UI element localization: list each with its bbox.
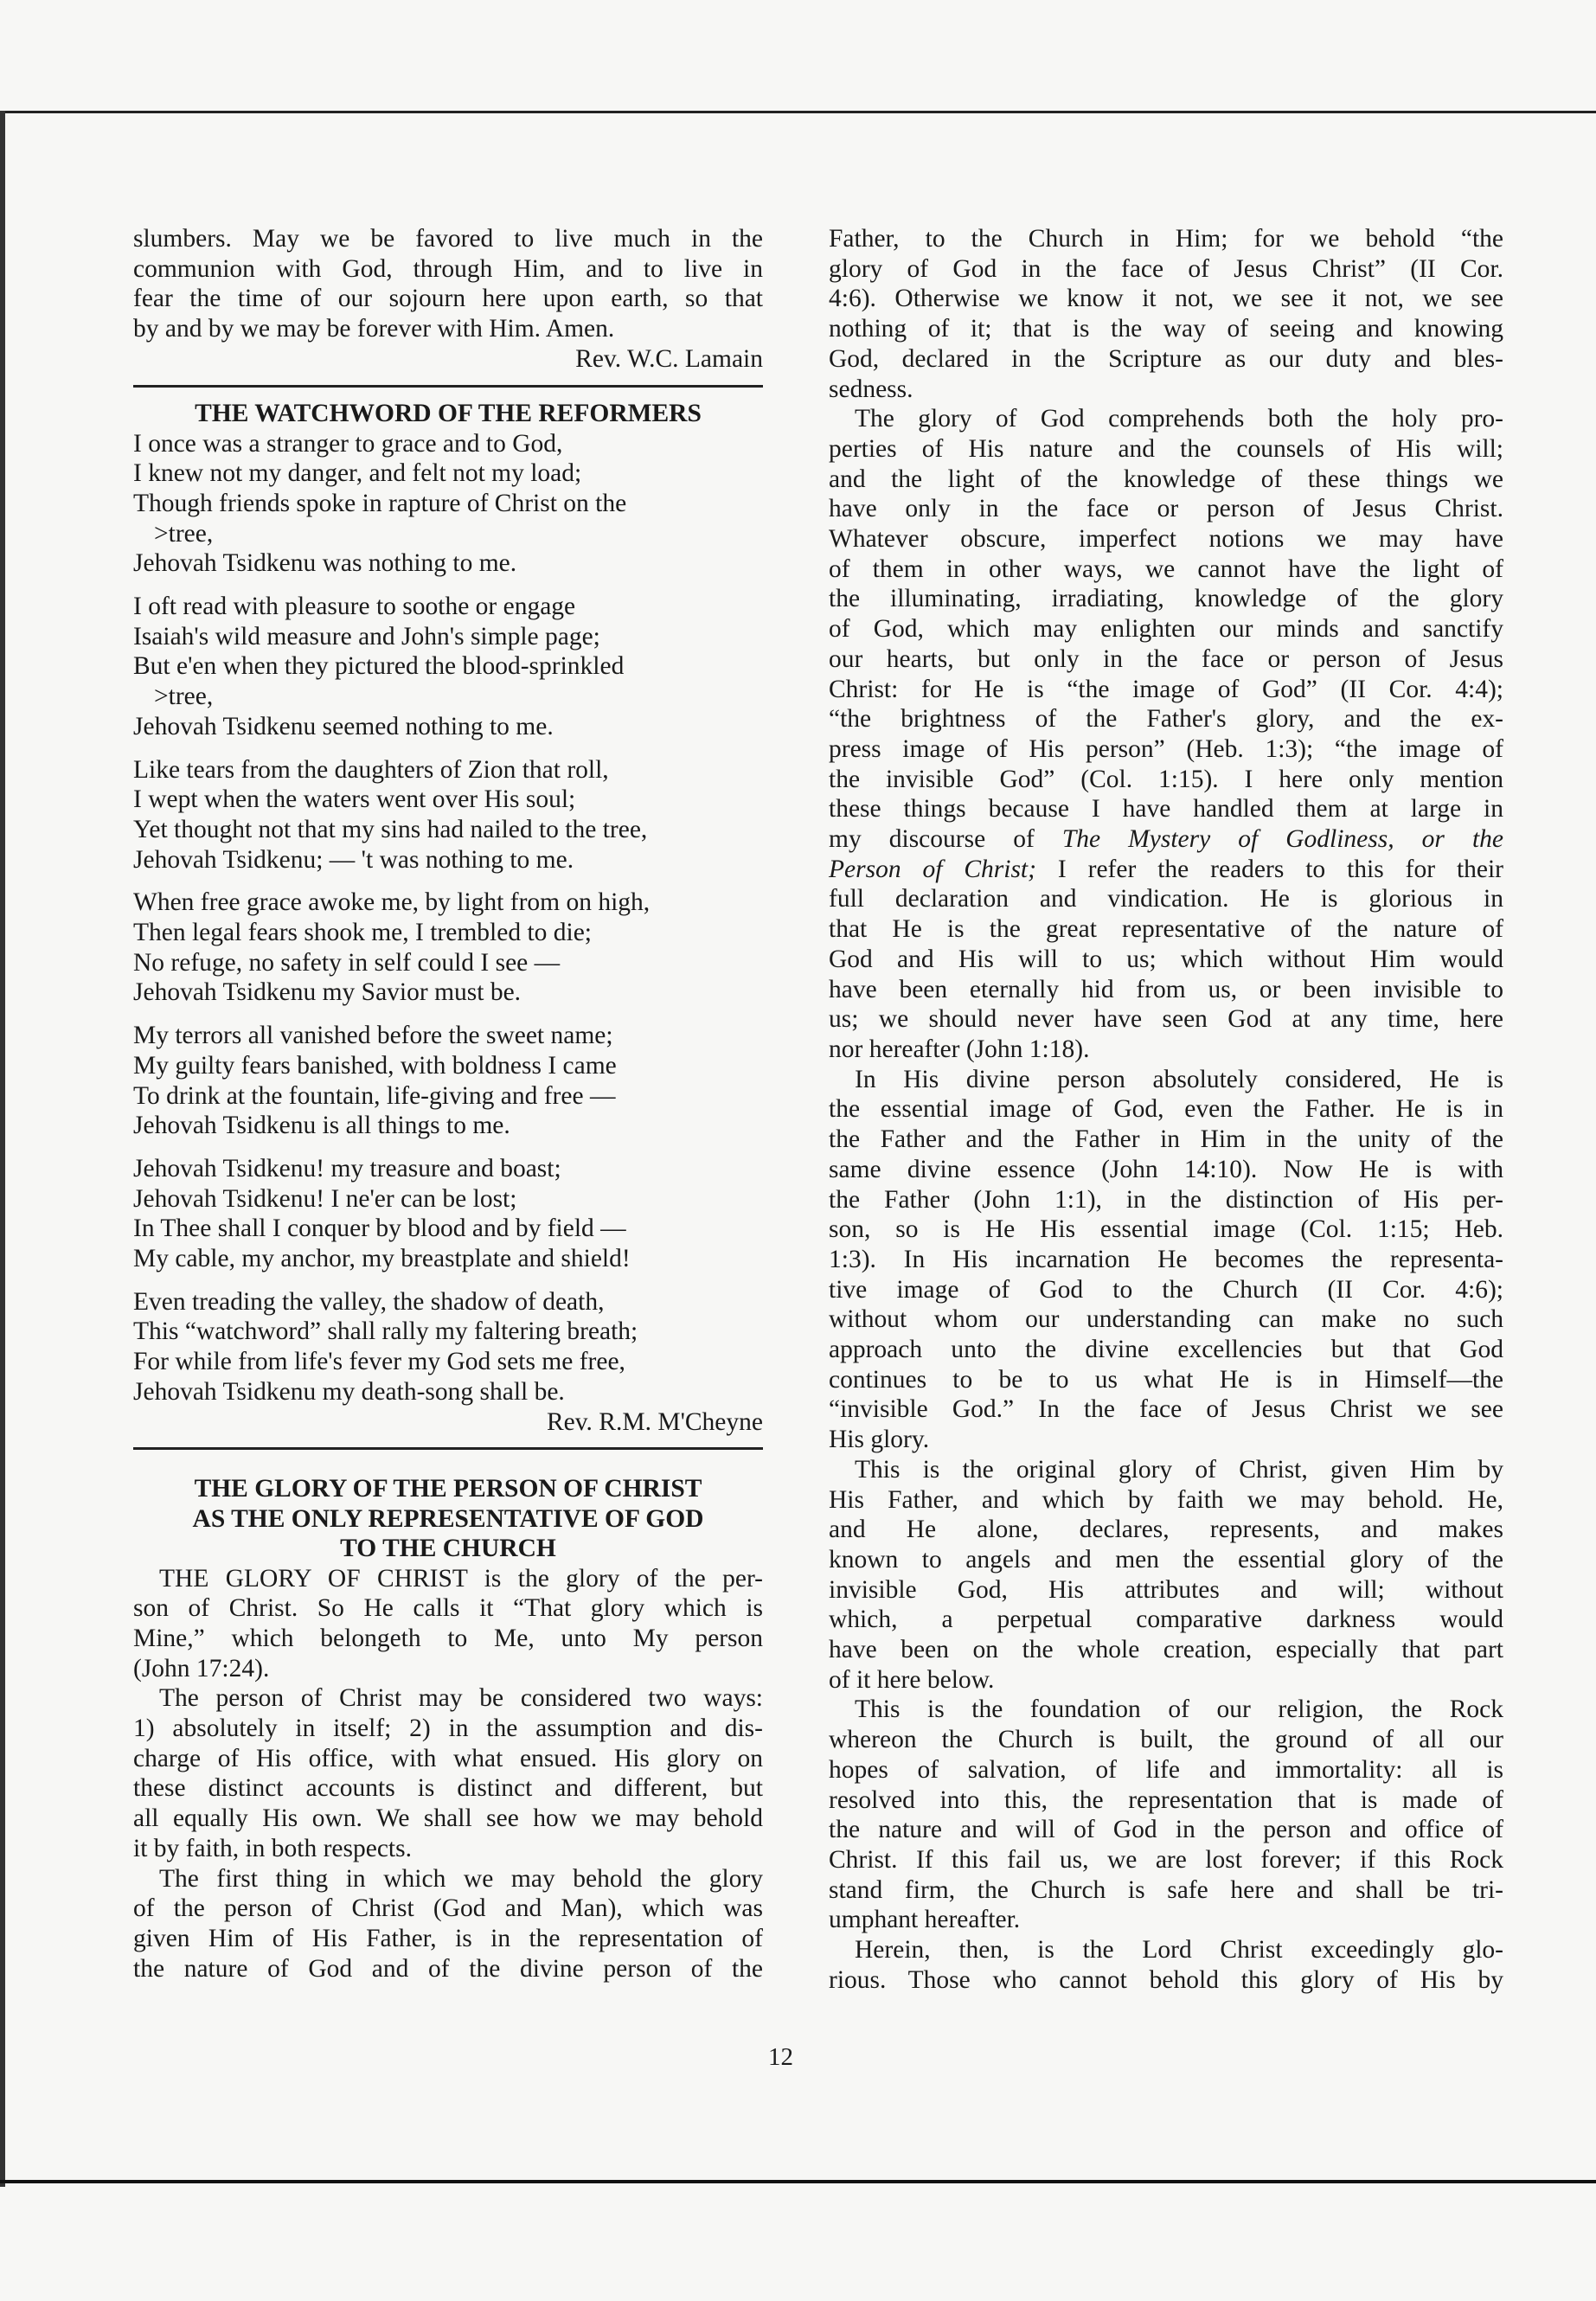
text-line: known to angels and men the essential glory of the [829, 1545, 1503, 1574]
poem-line: Jehovah Tsidkenu is all things to me. [133, 1112, 510, 1140]
text-line: our hearts, but only in the face or person of Jesus [829, 644, 1503, 673]
text-line: son of Christ. So He calls it “That glory which is [133, 1594, 763, 1623]
poem-stanza [133, 1287, 763, 1407]
poem-line: No refuge, no safety in self could I see — [133, 948, 561, 977]
text-run: I refer the readers to this for their [1035, 855, 1503, 883]
poem-line: I once was a stranger to grace and to God, [133, 429, 563, 458]
text-line: sedness. [829, 375, 913, 403]
poem-line: In Thee shall I conquer by blood and by field — [133, 1215, 626, 1243]
text-line: the essential image of God, even the Father. He is in [829, 1095, 1503, 1124]
text-line: The person of Christ may be considered two ways: [159, 1684, 763, 1713]
paragraph [829, 404, 1503, 1064]
text-line: This is the original glory of Christ, given Him by [855, 1455, 1503, 1484]
text-line: given Him of His Father, is in the representation of [133, 1924, 763, 1952]
poem-stanza [133, 592, 763, 742]
text-line: communion with God, through Him, and to live in [133, 254, 763, 283]
poem-line: >tree, [154, 519, 214, 548]
article-heading-line: TO THE CHURCH [340, 1535, 556, 1562]
text-line: have been on the whole creation, especially that part [829, 1636, 1503, 1664]
text-line: Christ. If this fail us, we are lost forever; if this Rock [829, 1845, 1503, 1874]
paragraph [829, 1935, 1503, 1995]
text-line: the illuminating, irradiating, knowledge of the glory [829, 585, 1503, 613]
text-line: Christ: for He is “the image of God” (II Cor. 4:4); [829, 675, 1503, 703]
page-bottom-border [0, 2180, 1596, 2183]
text-line [829, 824, 1503, 855]
text-line: This is the foundation of our religion, the Rock [855, 1695, 1503, 1724]
text-run: my discourse of [829, 825, 1062, 854]
text-line: the invisible God” (Col. 1:15). I here only mention [829, 765, 1503, 793]
page-left-edge [0, 111, 5, 2187]
text-line: press image of His person” (Heb. 1:3); “the image of [829, 734, 1503, 763]
paragraph [133, 1564, 763, 1684]
text-line: resolved into this, the representation that is made of [829, 1785, 1503, 1814]
poem-line: But e'en when they pictured the blood-sprinkled [133, 652, 625, 681]
poem-line: Jehovah Tsidkenu! I ne'er can be lost; [133, 1184, 517, 1213]
text-line: that He is the great representative of the nature of [829, 915, 1503, 944]
text-line: of it here below. [829, 1665, 995, 1694]
text-line: nothing of it; that is the way of seeing and knowing [829, 315, 1503, 343]
text-line: Herein, then, is the Lord Christ exceedingly glo- [855, 1936, 1503, 1965]
poem-line: My terrors all vanished before the sweet name; [133, 1022, 613, 1050]
section-divider [133, 385, 763, 388]
paragraph [829, 1065, 1503, 1455]
poem-title: THE WATCHWORD OF THE REFORMERS [195, 400, 702, 427]
article-left [133, 1474, 763, 1984]
text-line: and the light of the knowledge of these things we [829, 465, 1503, 493]
poem-line: I wept when the waters went over His soul; [133, 785, 576, 814]
text-line: which, a perpetual comparative darkness would [829, 1606, 1503, 1634]
text-line: slumbers. May we be favored to live much in the [133, 225, 763, 253]
poem-line: Even treading the valley, the shadow of death, [133, 1287, 605, 1316]
article-continued [829, 224, 1503, 1995]
text-line: In His divine person absolutely considered, He is [855, 1065, 1503, 1093]
paragraph [829, 224, 1503, 404]
italic-title: Person of Christ; [829, 855, 1036, 883]
poem-line: Jehovah Tsidkenu my death-song shall be. [133, 1377, 565, 1406]
section-divider [133, 1447, 763, 1450]
poem-line: Jehovah Tsidkenu my Savior must be. [133, 978, 522, 1007]
text-line: Mine,” which belongeth to Me, unto My person [133, 1624, 763, 1652]
article-heading-line: THE GLORY OF THE PERSON OF CHRIST [194, 1475, 702, 1503]
text-line: stand firm, the Church is safe here and shall be tri- [829, 1875, 1503, 1904]
text-line: God, declared in the Scripture as our duty and bles- [829, 344, 1503, 373]
poem-stanza [133, 888, 763, 1008]
text-line: charge of His office, with what ensued. His glory on [133, 1744, 763, 1772]
text-line: son, so is He His essential image (Col. 1:15; Heb. [829, 1215, 1503, 1244]
poem-line: Then legal fears shook me, I trembled to die; [133, 919, 593, 947]
text-line: God and His will to us; which without Him would [829, 945, 1503, 973]
text-line: 1) absolutely in itself; 2) in the assumption and dis- [133, 1715, 763, 1743]
article-body [133, 1564, 763, 1984]
text-line: whereon the Church is built, the ground of all our [829, 1726, 1503, 1754]
text-line: us; we should never have seen God at any time, here [829, 1005, 1503, 1034]
text-line: the nature and will of God in the person and office of [829, 1816, 1503, 1844]
prayer-author: Rev. W.C. Lamain [575, 344, 763, 373]
page-number: 12 [768, 2043, 793, 2071]
text-line: “invisible God.” In the face of Jesus Christ we see [829, 1395, 1503, 1424]
poem-line: Jehovah Tsidkenu; — 't was nothing to me. [133, 845, 574, 874]
poem-stanza [133, 755, 763, 875]
poem-line: Jehovah Tsidkenu was nothing to me. [133, 549, 517, 578]
text-line: without whom our understanding can make no such [829, 1305, 1503, 1334]
poem-stanza [133, 429, 763, 580]
text-line: same divine essence (John 14:10). Now He is with [829, 1155, 1503, 1183]
prayer-ending [133, 224, 763, 375]
text-line: these things because I have handled them at large in [829, 795, 1503, 824]
article-heading [133, 1474, 763, 1564]
text-line: The first thing in which we may behold the glory [159, 1864, 763, 1893]
poem-author: Rev. R.M. M'Cheyne [546, 1407, 763, 1436]
poem-line: Yet thought not that my sins had nailed to the tree, [133, 815, 648, 843]
text-line: hopes of salvation, of life and immortality: all is [829, 1755, 1503, 1784]
text-line: these distinct accounts is distinct and different, but [133, 1774, 763, 1803]
text-line: fear the time of our sojourn here upon earth, so that [133, 285, 763, 313]
text-line: THE GLORY OF CHRIST is the glory of the per- [159, 1564, 763, 1593]
poem-body [133, 429, 763, 1407]
poem-line: I oft read with pleasure to soothe or engage [133, 593, 576, 621]
poem-line: My cable, my anchor, my breastplate and shield! [133, 1245, 631, 1273]
text-line: Father, to the Church in Him; for we behold “the [829, 225, 1503, 253]
text-line: umphant hereafter. [829, 1906, 1021, 1934]
text-line: approach unto the divine excellencies but that God [829, 1336, 1503, 1364]
article-heading-line: AS THE ONLY REPRESENTATIVE OF GOD [192, 1504, 704, 1533]
page-top-border [0, 111, 1596, 113]
text-line: Whatever obscure, imperfect notions we may have [829, 525, 1503, 554]
italic-title: The Mystery of Godliness, or the [1061, 825, 1503, 854]
text-line [829, 855, 1503, 885]
poem-line: My guilty fears banished, with boldness I came [133, 1051, 617, 1080]
poem-line: When free grace awoke me, by light from on high, [133, 888, 651, 917]
poem-line: This “watchword” shall rally my faltering breath; [133, 1317, 638, 1346]
text-line: of the person of Christ (God and Man), which was [133, 1894, 763, 1923]
poem-line: Jehovah Tsidkenu! my treasure and boast; [133, 1154, 561, 1183]
text-line: 1:3). In His incarnation He becomes the representa- [829, 1245, 1503, 1273]
poem-line: Isaiah's wild measure and John's simple page; [133, 622, 600, 651]
text-line: the nature of God and of the divine person of the [133, 1954, 763, 1983]
text-line: and He alone, declares, represents, and makes [829, 1516, 1503, 1544]
text-line: tive image of God to the Church (II Cor. 4:6); [829, 1275, 1503, 1304]
text-line: The glory of God comprehends both the holy pro- [855, 405, 1503, 433]
paragraph [133, 1683, 763, 1863]
poem-stanza [133, 1021, 763, 1141]
text-line: nor hereafter (John 1:18). [829, 1035, 1090, 1063]
text-line: all equally His own. We shall see how we may behold [133, 1804, 763, 1833]
text-line: the Father (John 1:1), in the distinction of His per- [829, 1185, 1503, 1214]
text-line: of God, which may enlighten our minds and sanctify [829, 615, 1503, 644]
text-line: by and by we may be forever with Him. Amen. [133, 315, 615, 343]
text-line: rious. Those who cannot behold this glory of His by [829, 1965, 1503, 1994]
poem-line: >tree, [154, 683, 214, 711]
poem-line: I knew not my danger, and felt not my load; [133, 459, 582, 488]
text-line: continues to be to us what He is in Himself—the [829, 1365, 1503, 1394]
paragraph [133, 1864, 763, 1984]
text-line: have only in the face or person of Jesus Christ. [829, 495, 1503, 523]
poem-line: Like tears from the daughters of Zion that roll, [133, 755, 609, 784]
poem [133, 399, 763, 1437]
poem-line: For while from life's fever my God sets me free, [133, 1348, 625, 1376]
text-line: invisible God, His attributes and will; without [829, 1575, 1503, 1604]
paragraph [829, 1695, 1503, 1935]
poem-line: Jehovah Tsidkenu seemed nothing to me. [133, 712, 554, 740]
text-line: have been eternally hid from us, or been invisible to [829, 975, 1503, 1003]
text-line: perties of His nature and the counsels of His will; [829, 434, 1503, 463]
paragraph [829, 1455, 1503, 1695]
text-line: (John 17:24). [133, 1654, 270, 1682]
text-line: the Father and the Father in Him in the unity of the [829, 1125, 1503, 1154]
text-line: His glory. [829, 1426, 930, 1454]
poem-stanza [133, 1154, 763, 1274]
text-line: 4:6). Otherwise we know it not, we see it not, we see [829, 285, 1503, 313]
text-line: of them in other ways, we cannot have the light of [829, 554, 1503, 583]
poem-line: Though friends spoke in rapture of Christ on the [133, 489, 627, 517]
text-line: His Father, and which by faith we may behold. He, [829, 1485, 1503, 1514]
text-line: glory of God in the face of Jesus Christ” (II Cor. [829, 254, 1503, 283]
text-line: “the brightness of the Father's glory, and the ex- [829, 705, 1503, 734]
text-line: it by faith, in both respects. [133, 1834, 412, 1862]
text-line: full declaration and vindication. He is glorious in [829, 885, 1503, 913]
poem-line: To drink at the fountain, life-giving and free — [133, 1081, 616, 1110]
